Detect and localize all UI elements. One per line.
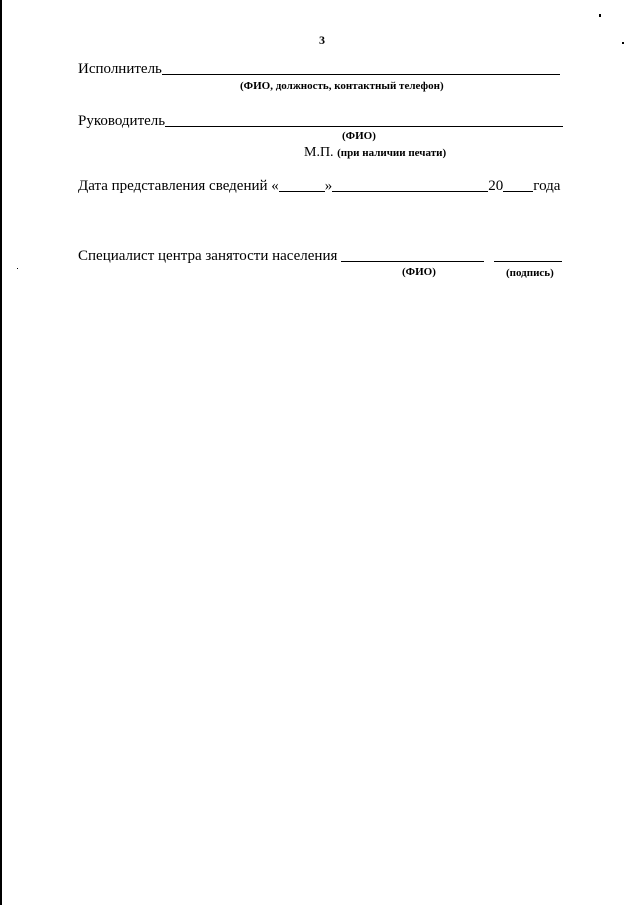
executor-signature-line[interactable]	[162, 60, 560, 75]
date-year-line[interactable]	[503, 177, 533, 192]
date-label: Дата представления сведений «	[78, 178, 279, 194]
head-caption: (ФИО)	[342, 130, 376, 142]
page-number: 3	[319, 33, 325, 47]
head-label: Руководитель	[78, 113, 166, 129]
specialist-fio-caption: (ФИО)	[402, 266, 436, 278]
date-year-word: года	[533, 178, 561, 194]
date-month-line[interactable]	[332, 177, 488, 192]
specialist-fio-line[interactable]	[341, 247, 484, 262]
date-day-line[interactable]	[279, 177, 325, 192]
scan-speck	[622, 42, 624, 44]
stamp-note	[304, 145, 446, 161]
date-close-quote: »	[324, 178, 333, 194]
stamp-label: М.П.	[304, 145, 334, 160]
specialist-signature-line[interactable]	[494, 247, 562, 262]
stamp-condition: (при наличии печати)	[337, 147, 447, 159]
head-signature-line[interactable]	[165, 112, 563, 127]
executor-label: Исполнитель	[78, 61, 162, 77]
date-century: 20	[488, 178, 504, 194]
specialist-label: Специалист центра занятости населения	[78, 248, 338, 264]
scan-speck	[599, 14, 601, 17]
head-row	[78, 112, 563, 130]
executor-caption: (ФИО, должность, контактный телефон)	[240, 80, 444, 92]
scan-speck	[17, 268, 18, 269]
specialist-row	[78, 247, 562, 265]
specialist-signature-caption: (подпись)	[506, 267, 554, 279]
executor-row	[78, 60, 560, 78]
date-row	[78, 177, 560, 195]
